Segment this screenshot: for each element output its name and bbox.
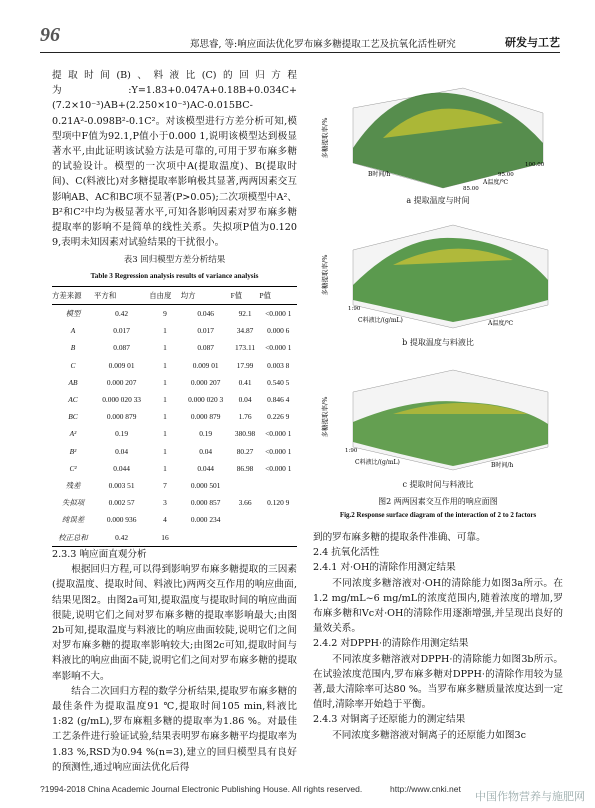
page-number: 96: [40, 24, 60, 46]
table-cell: 0.044: [197, 463, 214, 473]
right-continuation: 到的罗布麻多糖的提取条件准确、可靠。: [313, 532, 486, 543]
table-row: [52, 511, 297, 528]
table-cell: 0.000 020 3: [188, 395, 224, 405]
col-header: 方差来源: [52, 286, 94, 304]
table-cell: 模型: [65, 309, 81, 319]
table-cell: 7: [163, 481, 167, 491]
b-axis-z: C料液比/(g/mL): [358, 317, 403, 324]
table-cell: 9: [163, 309, 167, 319]
table-cell: [181, 529, 231, 547]
ylabel-a: 多糖提取率/%: [321, 117, 329, 159]
table-cell: [231, 477, 260, 494]
table-cell: 1.76: [238, 412, 252, 422]
table-cell: [260, 529, 298, 547]
tick-temp: 100.00: [525, 162, 545, 168]
table-cell: <0.000 1: [265, 429, 292, 439]
copper-paragraph: 不同浓度多糖溶液对铜离子的还原能力如图3c: [332, 729, 526, 741]
table-row: [52, 357, 297, 374]
table-cell: [231, 529, 260, 547]
table-cell: 残差: [65, 481, 81, 491]
table-cell: 1: [163, 360, 167, 370]
a-axis-x: A温度/℃: [483, 179, 509, 186]
table-cell: <0.000 1: [265, 446, 292, 456]
surface-b-svg: [313, 210, 563, 335]
subfigure-c-caption: c 提取时间与料液比: [402, 480, 474, 489]
c-axis-x: B时间/h: [491, 462, 514, 469]
c-axis-z: C料液比/(g/mL): [355, 459, 400, 466]
col-header: 自由度: [149, 286, 181, 304]
table-cell: 0.000 501: [190, 481, 221, 491]
figure-2: [313, 68, 563, 519]
table-cell: 0.540 5: [267, 377, 290, 387]
table-cell: 0.000 857: [190, 498, 221, 508]
table-cell: 0.226 9: [267, 412, 290, 422]
table-cell: 失拟项: [61, 498, 85, 508]
surface-c-svg: [313, 352, 563, 477]
col-header: 平方和: [94, 286, 149, 304]
table-cell: 1: [163, 412, 167, 422]
table-cell: 0.009 01: [108, 360, 135, 370]
table-row: [52, 408, 297, 425]
b-axis-x: A温度/℃: [488, 320, 514, 327]
table-cell: 34.87: [236, 326, 254, 336]
copyright: ?1994-2018 China Academic Journal Electronic Publishing House. All rights reserved.: [40, 784, 363, 794]
table-cell: 0.120 9: [267, 498, 290, 508]
table-cell: 0.41: [238, 377, 252, 387]
footer-url: http://www.cnki.net: [390, 784, 461, 794]
page-header: [40, 24, 560, 53]
anova-table: [52, 286, 297, 547]
surface-plot-a: [313, 68, 563, 193]
surface-plot-b: [313, 210, 563, 335]
col-header: 均方: [181, 286, 231, 304]
table-cell: 校正总和: [52, 529, 94, 547]
section-2-4-2: 2.4.2 对DPPH·的清除作用测定结果: [313, 638, 469, 650]
table-row: [52, 494, 297, 511]
table-row: [52, 443, 297, 460]
section-2-4: 2.4 抗氧化活性: [313, 547, 380, 559]
table-row: [52, 425, 297, 442]
table-caption: 表3 回归模型方差分析结果: [123, 255, 226, 266]
table-cell: C: [70, 360, 76, 370]
table-cell: 0.002 57: [108, 498, 135, 508]
table-cell: 1: [163, 377, 167, 387]
table-row: [52, 305, 297, 323]
table-cell: 0.017: [113, 326, 130, 336]
section-2-3-3: 2.3.3 响应面直观分析: [52, 548, 147, 560]
table-cell: 0.000 234: [190, 515, 221, 525]
table-cell: 0.42: [94, 529, 149, 547]
table-cell: 0.04: [199, 446, 213, 456]
table-cell: <0.000 1: [265, 309, 292, 319]
table-cell: AB: [68, 377, 78, 387]
table-cell: 0.04: [115, 446, 129, 456]
table-cell: 1: [163, 446, 167, 456]
tick-temp: 85.00: [463, 186, 479, 192]
table-cell: 0.000 936: [106, 515, 137, 525]
table-cell: 0.000 020 33: [102, 395, 142, 405]
table-cell: 0.044: [113, 463, 130, 473]
table-row: [52, 374, 297, 391]
subfigure-a-caption: a 提取温度与时间: [406, 196, 470, 205]
subfigure-b-caption: b 提取温度与料液比: [402, 338, 474, 347]
table-cell: 0.003 51: [108, 481, 135, 491]
ylabel-c: 多糖提取率/%: [321, 396, 329, 438]
table-cell: 80.27: [236, 446, 254, 456]
table-cell: 0.046: [197, 309, 214, 319]
optimal-conditions-paragraph: 结合二次回归方程的数学分析结果,提取罗布麻多糖的最佳条件为提取温度91 ℃,提取时间105 min,料液比1:82 (g/mL),罗布麻粗多糖的提取率为1.86 %。对最佳工艺条件进行验证试验,结果表明罗布麻多糖平均提取率为1.83 %,RSD为0.94 %(n=3),建立的回归模型具有良好的预测性,通过响应面法优化后得: [52, 685, 297, 773]
figure-caption: 图2 两两因素交互作用的响应面图: [378, 497, 498, 506]
surface-a-svg: [313, 68, 563, 193]
table-cell: 1: [163, 429, 167, 439]
right-text: [313, 530, 563, 743]
table-row: [52, 529, 297, 547]
table-cell: B: [70, 343, 76, 353]
table-cell: <0.000 1: [265, 343, 292, 353]
table-row: [52, 460, 297, 477]
tick-temp: 95.00: [498, 172, 514, 178]
table-cell: 纯误差: [61, 515, 85, 525]
figure-caption-en: Fig.2 Response surface diagram of the interaction of 2 to 2 factors: [339, 511, 537, 519]
table-cell: 1: [163, 343, 167, 353]
table-row: [52, 322, 297, 339]
table-cell: 1: [163, 395, 167, 405]
running-title: 郑思睿, 等:响应面法优化罗布麻多糖提取工艺及抗氧化活性研究: [190, 39, 456, 50]
table-cell: 0.017: [197, 326, 214, 336]
table-cell: BC: [68, 412, 78, 422]
table-cell: 380.98: [234, 429, 256, 439]
table-cell: [260, 477, 298, 494]
table-cell: A²: [69, 429, 77, 439]
table-cell: 92.1: [238, 309, 252, 319]
surface-plot-c: [313, 352, 563, 477]
table-cell: C²: [69, 463, 77, 473]
table-header-row: [52, 286, 297, 304]
table-cell: 0.04: [238, 395, 252, 405]
table-row: [52, 339, 297, 356]
section-2-4-1: 2.4.1 对·OH的清除作用测定结果: [313, 562, 456, 574]
table-cell: 86.98: [236, 463, 254, 473]
table-cell: [260, 511, 298, 528]
table-cell: 173.11: [235, 343, 256, 353]
table-cell: 16: [149, 529, 181, 547]
dpph-paragraph: 不同浓度多糖溶液对DPPH·的清除能力如图3b所示。在试验浓度范围内,罗布麻多糖对DPPH·的清除作用较为显著,最大清除率可达80 %。当罗布麻多糖质量浓度达到一定值时,清除率开始趋于平衡。: [313, 653, 563, 711]
table-cell: 0.000 879: [190, 412, 221, 422]
table-cell: 0.087: [197, 343, 214, 353]
table-cell: 0.003 8: [267, 360, 290, 370]
table-cell: 1: [163, 463, 167, 473]
table-cell: 0.000 207: [106, 377, 137, 387]
table-cell: 0.009 01: [192, 360, 219, 370]
section-2-4-3: 2.4.3 对铜离子还原能力的测定结果: [313, 714, 466, 726]
table-cell: 0.000 879: [106, 412, 137, 422]
table-cell: 17.99: [236, 360, 254, 370]
table-row: [52, 391, 297, 408]
table-cell: 0.000 207: [190, 377, 221, 387]
table-cell: 0.087: [113, 343, 130, 353]
a-axis-z: B时间/h: [368, 171, 391, 178]
table-cell: 0.846 4: [267, 395, 290, 405]
ylabel-b: 多糖提取率/%: [321, 254, 329, 296]
table-cell: 4: [163, 515, 167, 525]
table-cell: 0.19: [199, 429, 213, 439]
table-cell: <0.000 1: [265, 463, 292, 473]
col-header: P值: [260, 286, 298, 304]
table-cell: 0.19: [115, 429, 129, 439]
tick-ratio: 1:90: [345, 448, 358, 454]
table-cell: AC: [68, 395, 78, 405]
table-cell: B²: [69, 446, 77, 456]
table-cell: [231, 511, 260, 528]
watermark: 中国作物营养与施肥网: [475, 791, 585, 803]
table-cell: 3: [163, 498, 167, 508]
surface-analysis-paragraph: 根据回归方程,可以得到影响罗布麻多糖提取的三因素(提取温度、提取时间、料液比)两两交互作用的响应曲面,结果见图2。由图2a可知,提取温度与提取时间的响应曲面很陡,说明它们之间对罗布麻多糖的提取率影响最大;由图2b可知,提取温度与料液比的响应曲面较陡,说明它们之间对罗布麻多糖的提取率影响较大;由图2c可知,提取时间与料液比的响应曲面不陡,说明它们之间对罗布麻多糖的提取率影响不大。: [52, 564, 297, 682]
oh-paragraph: 不同浓度多糖溶液对·OH的清除能力如图3a所示。在1.2 mg/mL~6 mg/mL的浓度范围内,随着浓度的增加,罗布麻多糖和Vc对·OH的清除作用逐渐增强,并呈现出良好的量效关系。: [313, 577, 563, 635]
table-row: [52, 477, 297, 494]
regression-paragraph: 提取时间(B)、料液比(C)的回归方程为:Y=1.83+0.047A+0.18B+0.034C+(7.2×10⁻³)AB+(2.250×10⁻³)AC-0.015BC-0.21A²-0.098B²-0.1C²。对该模型进行方差分析可知,模型项中F值为92.1,P值小于0.000 1,说明该模型达到极显著水平,由此证明该试验方法是可靠的,可用于罗布麻多糖的试验设计。模型的一次项中A(提取温度)、B(提取时间)、C(料液比)对多糖提取率影响极其显著,两两因素交互影响AB、AC和BC项不显著(P>0.05);二次项模型中A²、B²和C²中均为极显著水平,可知各影响因素对罗布麻多糖提取率的影响不是简单的线性关系。失拟项P值为0.120 9,表明未知因素对试验结果的干扰很小。: [52, 70, 297, 249]
journal-section: 研发与工艺: [505, 36, 560, 49]
table-caption-en: Table 3 Regression analysis results of variance analysis: [90, 271, 259, 280]
table-cell: 1: [163, 326, 167, 336]
col-header: F值: [231, 286, 260, 304]
tick-ratio: 1:90: [348, 306, 361, 312]
table-cell: A: [70, 326, 76, 336]
left-column: [52, 68, 297, 775]
table-cell: 0.42: [115, 309, 129, 319]
table-cell: 3.66: [238, 498, 252, 508]
table-cell: 0.000 6: [267, 326, 290, 336]
